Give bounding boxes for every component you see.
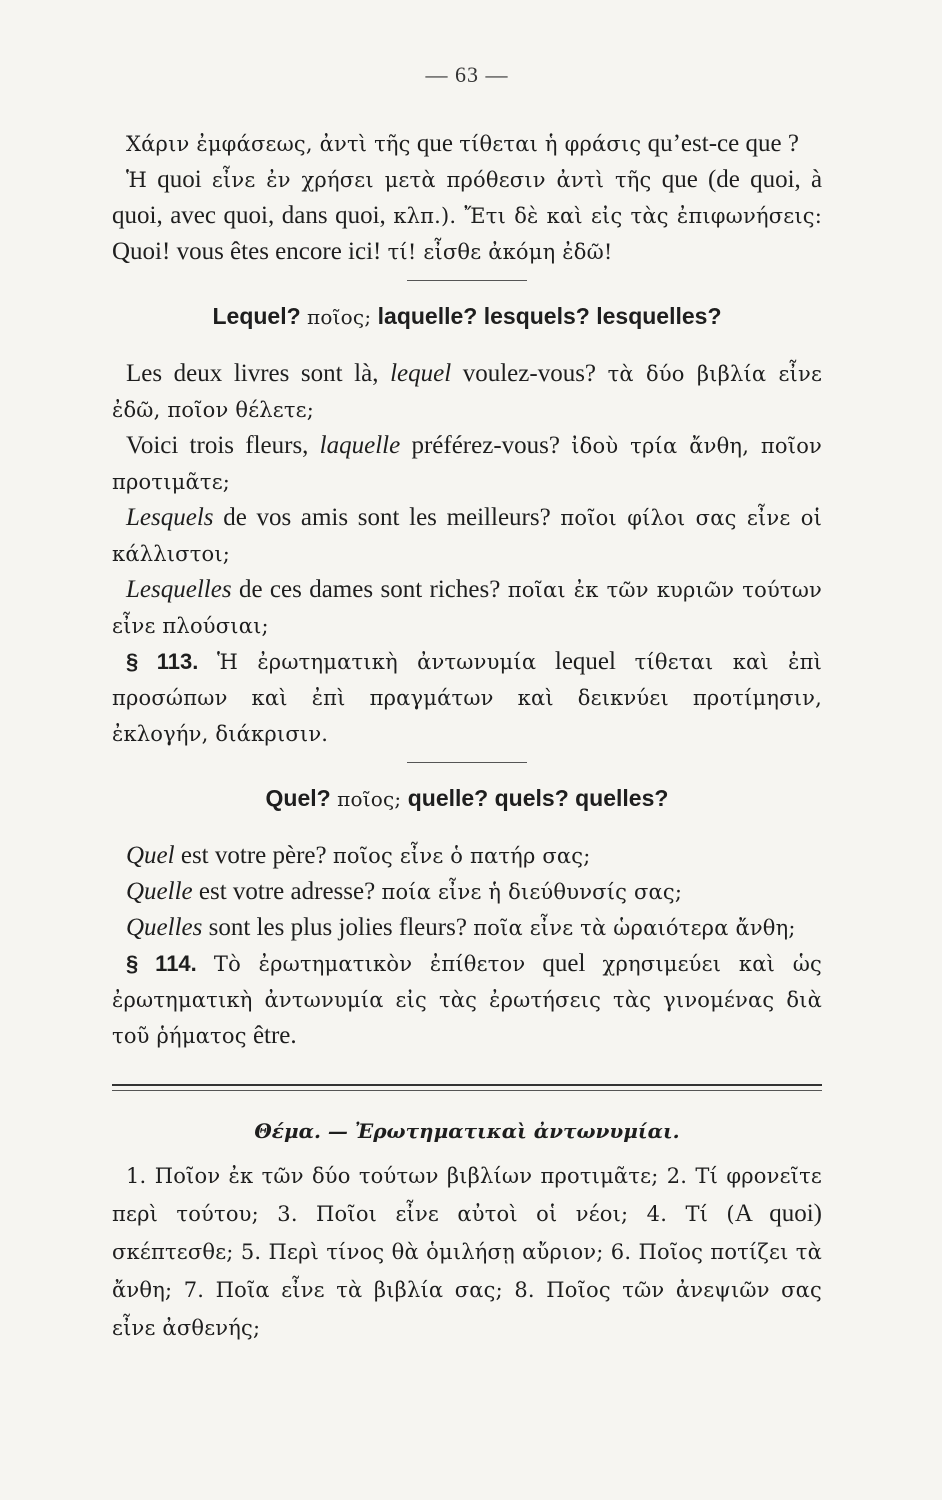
- greek-text: Ἡ: [126, 168, 148, 192]
- greek-text: ποῖος;: [337, 787, 402, 811]
- page-number: — 63 —: [425, 62, 509, 87]
- greek-text: τίθεται ἡ φράσις: [459, 132, 642, 156]
- example-quel: [112, 838, 822, 874]
- heading-text: Lequel?: [212, 303, 301, 329]
- greek-text: Χάριν ἐμφάσεως, ἀντὶ τῆς: [126, 132, 411, 156]
- french-text: préférez-vous?: [411, 432, 560, 459]
- heading-text: Quel?: [265, 785, 331, 811]
- section-114: [112, 946, 822, 1054]
- greek-translation: ἰδοὺ τρία ἄνθη, ποῖον προτιμᾶτε;: [112, 434, 823, 494]
- greek-translation: ποῖοι φίλοι σας εἶνε οἱ κάλλιστοι;: [112, 506, 823, 566]
- french-text: Voici trois fleurs,: [126, 432, 309, 459]
- french-text: que: [416, 130, 453, 157]
- french-text: qu’est-ce que ?: [647, 130, 799, 157]
- greek-translation: ποία εἶνε ἡ διεύθυνσίς σας;: [381, 880, 683, 904]
- french-text: lequel: [554, 648, 616, 675]
- greek-translation: τὰ δύο βιβλία εἶνε ἐδῶ, ποῖον θέλετε;: [112, 362, 823, 422]
- french-text: Les deux livres sont là,: [126, 360, 379, 387]
- greek-text: σκέπτεσθε; 5. Περὶ τίνος θὰ ὁμιλήσῃ αὔριον; 6. Ποῖος ποτίζει τὰ ἄνθη; 7. Ποῖα εἶνε τὰ βιβλία σας; 8. Ποῖος τῶν ἀνεψιῶν σας εἶνε ἀσθενής;: [112, 1240, 822, 1340]
- section-heading-quel: [112, 781, 822, 816]
- heading-text: laquelle? lesquels? lesquelles?: [377, 303, 722, 329]
- greek-text: κλπ.). Ἔτι δὲ καὶ εἰς τὰς ἐπιφωνήσεις:: [393, 204, 823, 228]
- greek-text: εἶνε ἐν χρήσει μετὰ πρόθεσιν ἀντὶ τῆς: [211, 168, 652, 192]
- italic-term: Quel: [126, 842, 175, 869]
- example-quelle: [112, 874, 822, 910]
- french-text: de vos amis sont les meilleurs?: [223, 504, 551, 531]
- double-rule-top: [112, 1084, 822, 1086]
- divider: [407, 762, 527, 763]
- french-text: voulez-vous?: [462, 360, 597, 387]
- greek-translation: ποῖος εἶνε ὁ πατήρ σας;: [332, 844, 591, 868]
- french-text: Quoi! vous êtes encore ici!: [112, 238, 388, 265]
- example-laquelle: [112, 428, 822, 500]
- french-text: quoi: [157, 166, 202, 193]
- french-text: être.: [252, 1022, 297, 1049]
- divider: [407, 280, 527, 281]
- french-text: A quoi): [734, 1200, 822, 1227]
- page-content: [112, 62, 822, 1347]
- greek-text: 1. Ποῖον ἐκ τῶν δύο τούτων βιβλίων προτιμᾶτε; 2. Τί φρονεῖτε περὶ τούτου; 3. Ποῖοι εἶνε αὐτοὶ οἱ νέοι; 4. Τί (: [112, 1164, 822, 1226]
- heading-text: quelle? quels? quelles?: [407, 785, 669, 811]
- italic-term: Lesquels: [126, 504, 214, 531]
- example-quelles: [112, 910, 822, 946]
- greek-text: τίθεται καὶ ἐπὶ προσώπων καὶ ἐπὶ πραγμάτων καὶ δεικνύει προτίμησιν, ἐκλογήν, διάκρισιν.: [112, 650, 823, 746]
- french-text: de ces dames sont riches?: [238, 576, 501, 603]
- italic-term: laquelle: [319, 432, 401, 459]
- example-lesquelles: [112, 572, 822, 644]
- french-text: sont les plus jolies fleurs?: [208, 914, 467, 941]
- section-number: § 113.: [126, 649, 199, 674]
- french-text: est votre adresse?: [198, 878, 376, 905]
- italic-term: lequel: [390, 360, 452, 387]
- french-text: quel: [542, 950, 586, 977]
- paragraph-quoi: [112, 162, 822, 270]
- greek-translation: ποῖα εἶνε τὰ ὡραιότερα ἄνθη;: [473, 916, 796, 940]
- section-number: § 114.: [126, 951, 197, 976]
- greek-text: Τὸ ἐρωτηματικὸν ἐπίθετον: [213, 952, 526, 976]
- italic-term: Quelles: [126, 914, 203, 941]
- greek-text: χρησιμεύει καὶ ὡς ἐρωτηματικὴ ἀντωνυμία εἰς τὰς ἐρωτήσεις τὰς γινομένας διὰ τοῦ ῥήματος: [112, 952, 822, 1048]
- section-113: [112, 644, 822, 752]
- italic-term: Lesquelles: [126, 576, 232, 603]
- french-text: est votre père?: [180, 842, 327, 869]
- double-rule-bottom: [112, 1090, 822, 1091]
- section-heading-lequel: [112, 299, 822, 334]
- italic-term: Quelle: [126, 878, 193, 905]
- exercise-text: [112, 1157, 822, 1347]
- exercise-block: [112, 1157, 822, 1347]
- exercise-title: Θέμα. — Ἐρωτηματικαὶ ἀντωνυμίαι.: [254, 1119, 680, 1143]
- greek-text: τί! εἶσθε ἀκόμη ἐδῶ!: [387, 240, 613, 264]
- example-lesquels: [112, 500, 822, 572]
- greek-text: Ἡ ἐρωτηματικὴ ἀντωνυμία: [217, 650, 537, 674]
- paragraph-emphasis: [112, 126, 822, 162]
- greek-text: ποῖος;: [307, 305, 372, 329]
- greek-translation: ποῖαι ἐκ τῶν κυριῶν τούτων εἶνε πλούσιαι;: [112, 578, 823, 638]
- example-lequel: [112, 356, 822, 428]
- french-text: que (de quoi, à quoi, avec quoi, dans quoi,: [112, 166, 823, 229]
